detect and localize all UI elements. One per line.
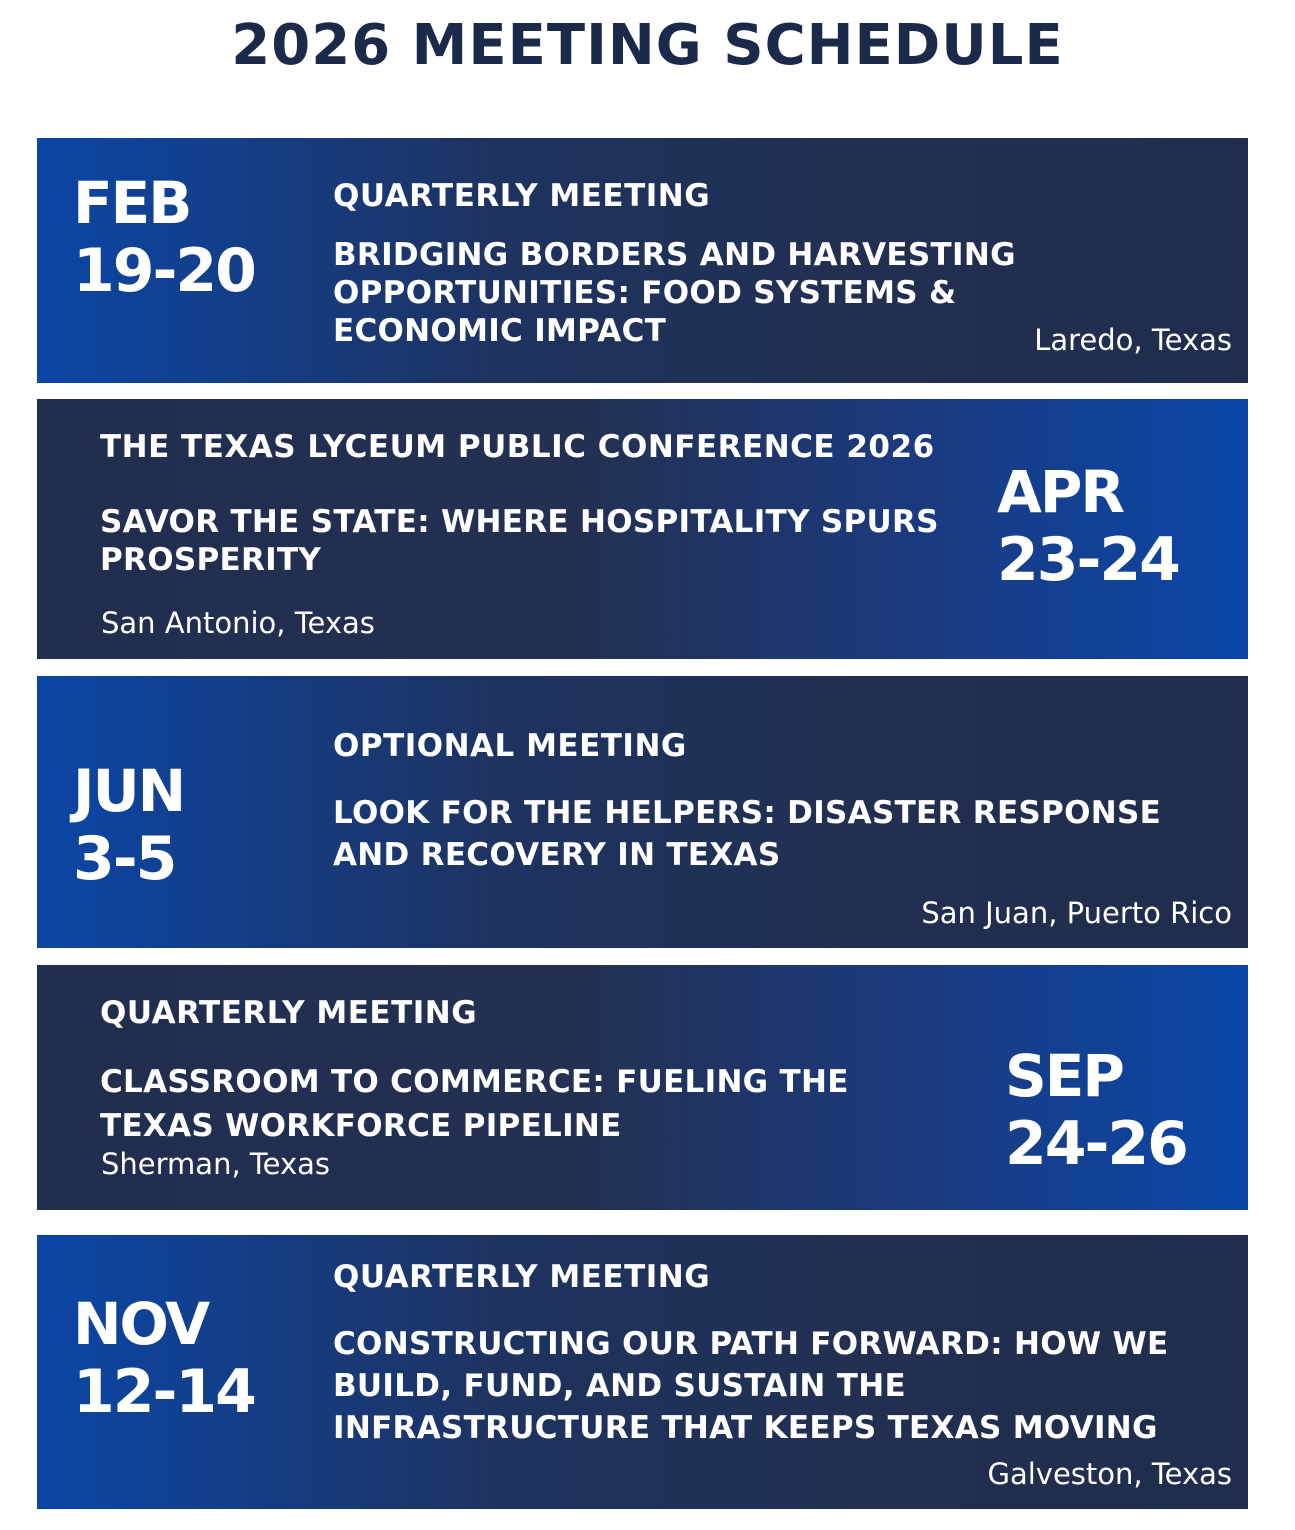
meeting-theme: SAVOR THE STATE: WHERE HOSPITALITY SPURS PROSPERITY	[100, 504, 939, 578]
meeting-month: JUN	[73, 757, 185, 825]
meeting-location: Laredo, Texas	[1034, 323, 1232, 357]
meeting-month: FEB	[73, 169, 191, 237]
meeting-card-apr	[37, 399, 1248, 659]
meeting-date	[73, 170, 255, 306]
meeting-date	[997, 459, 1179, 595]
meeting-theme: CLASSROOM TO COMMERCE: FUELING THE TEXAS WORKFORCE PIPELINE	[100, 1064, 849, 1144]
meeting-type: QUARTERLY MEETING	[100, 995, 478, 1031]
meeting-month: NOV	[73, 1290, 209, 1358]
meeting-card-nov	[37, 1235, 1248, 1509]
meeting-card-sep	[37, 965, 1248, 1210]
meeting-location: San Antonio, Texas	[101, 606, 375, 640]
meeting-location: San Juan, Puerto Rico	[921, 896, 1232, 930]
meeting-date	[1005, 1043, 1187, 1179]
meeting-date	[73, 1291, 255, 1427]
meeting-location: Galveston, Texas	[987, 1457, 1232, 1491]
meeting-theme: BRIDGING BORDERS AND HARVESTING OPPORTUNITIES: FOOD SYSTEMS & ECONOMIC IMPACT	[333, 237, 1016, 349]
meeting-type: QUARTERLY MEETING	[333, 178, 711, 214]
meeting-type: OPTIONAL MEETING	[333, 728, 687, 764]
meeting-days: 23-24	[997, 525, 1179, 595]
meeting-days: 24-26	[1005, 1109, 1187, 1179]
meeting-days: 19-20	[73, 236, 255, 306]
meeting-days: 3-5	[73, 824, 176, 894]
page-title: 2026 MEETING SCHEDULE	[231, 13, 1064, 78]
meeting-theme: CONSTRUCTING OUR PATH FORWARD: HOW WE BUILD, FUND, AND SUSTAIN THE INFRASTRUCTURE THAT KEEPS TEXAS MOVING	[333, 1326, 1169, 1446]
meeting-type: THE TEXAS LYCEUM PUBLIC CONFERENCE 2026	[100, 429, 935, 465]
meeting-type: QUARTERLY MEETING	[333, 1259, 711, 1295]
meeting-card-feb	[37, 138, 1248, 383]
meeting-month: SEP	[1005, 1042, 1123, 1110]
meeting-month: APR	[997, 458, 1124, 526]
meeting-location: Sherman, Texas	[101, 1147, 331, 1181]
meeting-theme: LOOK FOR THE HELPERS: DISASTER RESPONSE AND RECOVERY IN TEXAS	[333, 795, 1162, 873]
meeting-date	[73, 758, 184, 894]
meeting-days: 12-14	[73, 1357, 255, 1427]
meeting-card-jun	[37, 676, 1248, 948]
